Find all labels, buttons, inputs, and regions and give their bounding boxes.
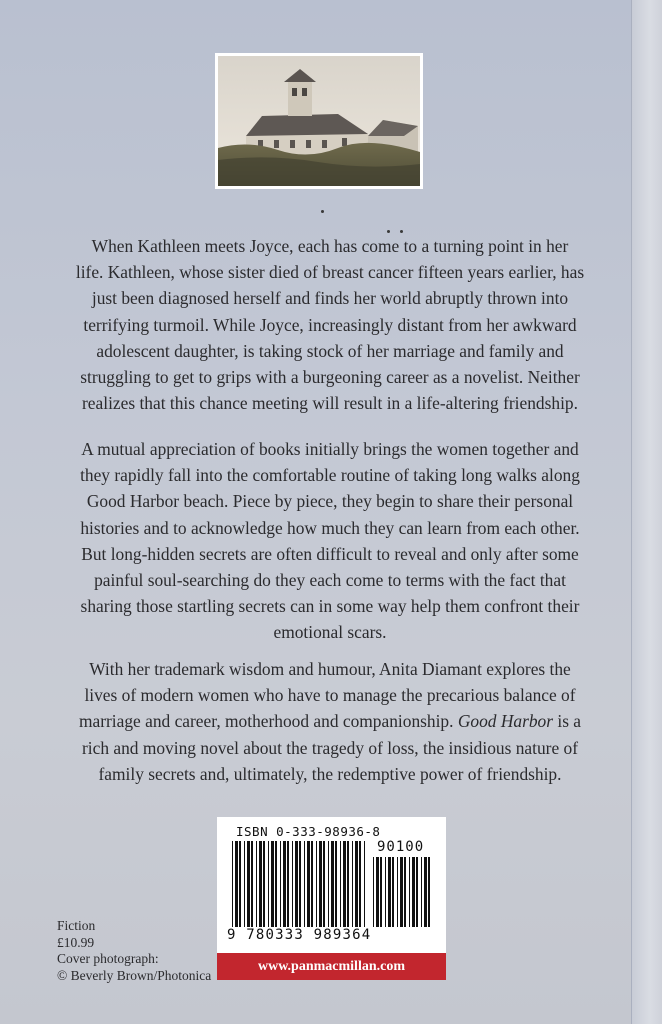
barcode-digits: 9 780333 989364 — [227, 927, 372, 943]
blurb-line: realizes that this chance meeting will result in a life-altering friendship. — [82, 393, 578, 414]
spine-edge — [631, 0, 662, 1024]
barcode-bar — [373, 857, 374, 927]
cover-photograph — [215, 53, 423, 189]
house-photo-image — [218, 56, 420, 186]
barcode-bar — [271, 841, 274, 927]
barcode-bar — [239, 841, 241, 927]
barcode-bar — [392, 857, 394, 927]
barcode-bar — [316, 841, 317, 927]
photo-credit: © Beverly Brown/Photonica — [57, 967, 212, 983]
barcode-bar — [251, 841, 253, 927]
blurb-line: rich and moving novel about the tragedy of loss, the insidious nature of — [81, 737, 578, 758]
blurb-line: With her trademark wisdom and humour, Anita Diamant explores the — [89, 659, 571, 679]
barcode-bar — [259, 841, 262, 927]
blurb-line: Good Harbor beach. Piece by piece, they begin to share their personal — [86, 491, 574, 512]
barcode-bar — [376, 857, 379, 927]
photo-credit-label: Cover photograph: — [57, 951, 159, 966]
barcode-bar — [235, 841, 238, 927]
book-meta — [57, 918, 211, 984]
barcode-bar — [380, 857, 382, 927]
barcode-bar — [340, 841, 341, 927]
book-title: Good Harbor — [457, 711, 554, 732]
barcode-bar — [388, 857, 391, 927]
barcode-bar — [292, 841, 293, 927]
addon-label: 90100 — [377, 839, 425, 855]
barcode-bar — [295, 841, 298, 927]
blurb-line: A mutual appreciation of books initially brings the women together and — [81, 439, 579, 459]
barcode-bar — [247, 841, 250, 927]
blurb-line: terrifying turmoil. While Joyce, increasingly distant from her awkward — [83, 314, 577, 335]
barcode-bar — [359, 841, 361, 927]
blurb-line — [30, 708, 630, 734]
barcode-bar — [256, 841, 257, 927]
blurb-line: adolescent daughter, is taking stock of her marriage and family and — [96, 340, 564, 361]
blurb-text: is a — [553, 711, 582, 732]
blurb-line: sharing those startling secrets can in some way help them confront their — [80, 596, 580, 617]
blurb-line: When Kathleen meets Joyce, each has come to a turning point in her — [91, 236, 569, 256]
barcode-bar — [319, 841, 322, 927]
barcode-bar — [416, 857, 418, 927]
barcode-bar — [412, 857, 415, 927]
barcode-bar — [409, 857, 410, 927]
blurb-text: marriage and career, motherhood and companionship. — [78, 711, 458, 732]
barcode-bar — [428, 857, 430, 927]
barcode-bar — [263, 841, 265, 927]
isbn-label: ISBN 0-333-98936-8 — [236, 824, 381, 839]
blurb-line: family secrets and, ultimately, the redemptive power of friendship. — [98, 763, 562, 784]
blurb-paragraph-3 — [30, 656, 630, 787]
blurb-line: lives of modern women who have to manage the precarious balance of — [84, 685, 576, 706]
publisher-website: www.panmacmillan.com — [217, 953, 446, 980]
barcode-bar — [328, 841, 329, 927]
barcode-bar — [400, 857, 403, 927]
blurb-paragraph-2 — [30, 436, 630, 646]
barcode-bar — [323, 841, 325, 927]
blurb-line: emotional scars. — [273, 622, 387, 643]
barcode-bar — [421, 857, 422, 927]
blurb-line: struggling to get to grips with a burgeoning career as a novelist. Neither — [80, 367, 580, 388]
barcode-bar — [364, 841, 365, 927]
barcode-bar — [424, 857, 427, 927]
barcode-bar — [347, 841, 349, 927]
genre-label: Fiction — [57, 918, 96, 933]
speck — [321, 210, 324, 213]
blurb-line: painful soul-searching do they each come to terms with the fact that — [94, 570, 566, 591]
blurb-line: life. Kathleen, whose sister died of breast cancer fifteen years earlier, has — [75, 262, 585, 283]
barcode-bar — [311, 841, 313, 927]
barcode-bar — [280, 841, 281, 927]
barcode-bar — [244, 841, 245, 927]
barcode-bar — [268, 841, 269, 927]
barcode-bar — [232, 841, 233, 927]
blurb-line: But long-hidden secrets are often difficult to reveal and only after some — [81, 543, 579, 564]
blurb-line: they rapidly fall into the comfortable routine of taking long walks along — [80, 465, 580, 486]
isbn-barcode — [217, 817, 446, 953]
barcode-bar — [331, 841, 334, 927]
barcode-bar — [385, 857, 386, 927]
blurb-paragraph-1 — [30, 233, 630, 416]
barcode-bar — [335, 841, 337, 927]
barcode-bars — [232, 841, 370, 929]
barcode-bar — [397, 857, 398, 927]
barcode-bar — [287, 841, 289, 927]
blurb-line: just been diagnosed herself and finds her world abruptly thrown into — [91, 288, 569, 309]
barcode-bar — [355, 841, 358, 927]
addon-barcode-bars — [373, 857, 435, 929]
barcode-bar — [275, 841, 277, 927]
barcode-bar — [299, 841, 301, 927]
barcode-bar — [307, 841, 310, 927]
barcode-bar — [343, 841, 346, 927]
barcode-bar — [283, 841, 286, 927]
price-label: £10.99 — [57, 934, 95, 950]
barcode-bar — [404, 857, 406, 927]
barcode-bar — [304, 841, 305, 927]
barcode-bar — [352, 841, 353, 927]
blurb-line: histories and to acknowledge how much they can learn from each other. — [80, 517, 580, 538]
